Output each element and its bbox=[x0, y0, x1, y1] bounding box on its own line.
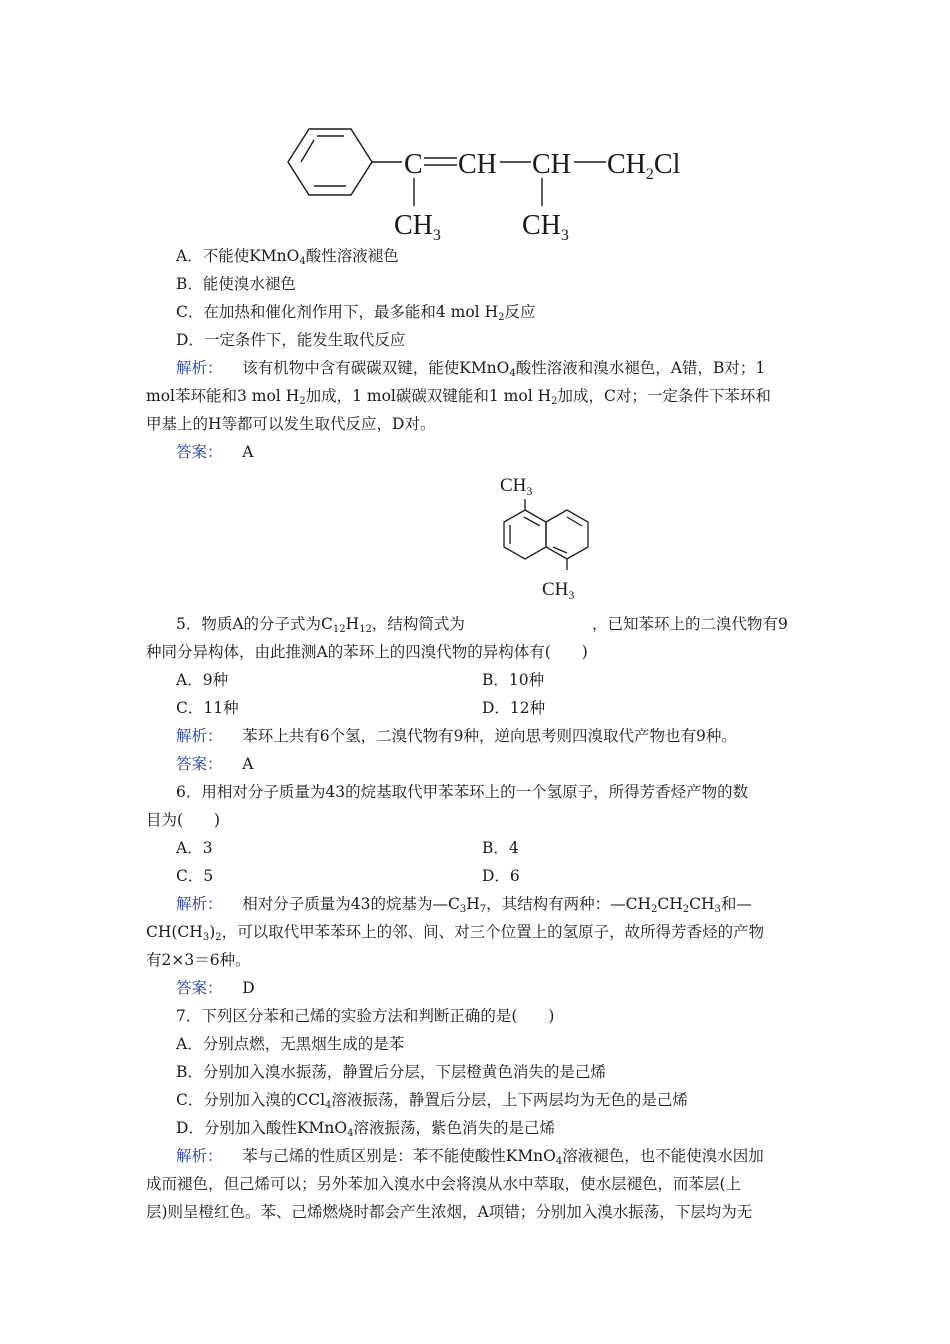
q7-option-c: C．分别加入溴的CCl$_4$溶液振荡，静置后分层，上下两层均为无色的是己烯 bbox=[176, 1091, 688, 1111]
q5-option-a: A．9种 bbox=[176, 671, 229, 689]
q6-option-a: A．3 bbox=[176, 839, 213, 857]
structural-formula-1 bbox=[280, 118, 720, 248]
structural-formula-2 bbox=[470, 466, 610, 612]
naphthalene-rings bbox=[504, 499, 588, 570]
methyl-bottom: $CH_3$ bbox=[542, 579, 575, 602]
q4-answer: 答案： A bbox=[176, 443, 254, 461]
analysis-label: 解析： bbox=[176, 727, 223, 745]
analysis-label: 解析： bbox=[176, 1147, 223, 1165]
q5-answer: 答案： A bbox=[176, 755, 254, 773]
q6-stem-line-2: 目为( ) bbox=[146, 811, 221, 829]
q4-option-d: D．一定条件下，能发生取代反应 bbox=[176, 331, 406, 349]
group-ch2cl: $CH_2Cl$ bbox=[607, 149, 681, 183]
atom-c1: C bbox=[404, 149, 423, 180]
q5-analysis: 解析： 苯环上共有6个氢，二溴代物有9种，逆向思考则四溴取代产物也有9种。 bbox=[176, 727, 737, 745]
q4-option-c: C．在加热和催化剂作用下，最多能和4 mol $H_2$反应 bbox=[176, 303, 536, 323]
q5-stem-line-1-end: ，已知苯环上的二溴代物有9 bbox=[592, 615, 788, 633]
analysis-label: 解析： bbox=[176, 895, 223, 913]
answer-label: 答案： bbox=[176, 755, 223, 773]
benzene-ring bbox=[288, 129, 372, 195]
q4-analysis-line-3: 甲基上的H等都可以发生取代反应，D对。 bbox=[146, 415, 436, 433]
q5-stem-line-2: 种同分异构体，由此推测A的苯环上的四溴代物的异构体有( ) bbox=[146, 643, 588, 661]
group-ch-2: CH bbox=[532, 149, 571, 180]
answer-label: 答案： bbox=[176, 979, 223, 997]
q7-analysis-line-2: 成而褪色，但己烯可以；另外苯加入溴水中会将溴从水中萃取，使水层褪色，而苯层(上 bbox=[146, 1175, 742, 1193]
methyl-top: $CH_3$ bbox=[500, 475, 533, 498]
q7-analysis-line-1: 解析： 苯与己烯的性质区别是：苯不能使酸性KMnO$_4$溶液褪色，也不能使溴水因加 bbox=[176, 1147, 764, 1167]
q4-analysis-line-1: 解析： 该有机物中含有碳碳双键，能使KMnO$_4$酸性溶液和溴水褪色，A错，B对；1 bbox=[176, 359, 766, 379]
q4-option-a: A．不能使KMnO$_4$酸性溶液褪色 bbox=[176, 247, 399, 267]
q6-option-d: D．6 bbox=[482, 867, 520, 885]
q5-option-d: D．12种 bbox=[482, 699, 546, 717]
answer-label: 答案： bbox=[176, 443, 223, 461]
q6-stem-line-1: 6．用相对分子质量为43的烷基取代甲苯苯环上的一个氢原子，所得芳香烃产物的数 bbox=[176, 783, 749, 801]
q7-option-d: D．分别加入酸性KMnO$_4$溶液振荡，紫色消失的是己烯 bbox=[176, 1119, 555, 1139]
q7-option-b: B．分别加入溴水振荡，静置后分层，下层橙黄色消失的是己烯 bbox=[176, 1063, 606, 1081]
q6-analysis-line-3: 有2×3＝6种。 bbox=[146, 951, 251, 969]
q7-analysis-line-3: 层)则呈橙红色。苯、己烯燃烧时都会产生浓烟，A项错；分别加入溴水振荡，下层均为无 bbox=[146, 1203, 753, 1221]
q6-analysis-line-2: $CH(CH_3)_2$，可以取代甲苯苯环上的邻、间、对三个位置上的氢原子，故所得芳香烃的产物 bbox=[146, 923, 765, 943]
q5-option-c: C．11种 bbox=[176, 699, 239, 717]
q6-answer: 答案： D bbox=[176, 979, 255, 997]
q5-option-b: B．10种 bbox=[482, 671, 545, 689]
q6-option-b: B．4 bbox=[482, 839, 519, 857]
q7-stem: 7．下列区分苯和己烯的实验方法和判断正确的是( ) bbox=[176, 1007, 555, 1025]
q7-option-a: A．分别点燃，无黑烟生成的是苯 bbox=[176, 1035, 405, 1053]
q6-analysis-line-1: 解析： 相对分子质量为43的烷基为$—C_3H_7$，其结构有两种：$—CH_2CH_2CH_3$和— bbox=[176, 895, 752, 915]
q5-stem-line-1: 5．物质A的分子式为$C_{12}H_{12}$，结构简式为 bbox=[176, 615, 465, 635]
group-ch-1: CH bbox=[458, 149, 497, 180]
methyl-2: $CH_3$ bbox=[522, 210, 569, 244]
q4-option-b: B．能使溴水褪色 bbox=[176, 275, 296, 293]
analysis-label: 解析： bbox=[176, 359, 223, 377]
q6-option-c: C．5 bbox=[176, 867, 214, 885]
methyl-1: $CH_3$ bbox=[394, 210, 441, 244]
q4-analysis-line-2: mol苯环能和3 mol $H_2$加成，1 mol碳碳双键能和1 mol $H_2$加成，C对；一定条件下苯环和 bbox=[146, 387, 771, 407]
